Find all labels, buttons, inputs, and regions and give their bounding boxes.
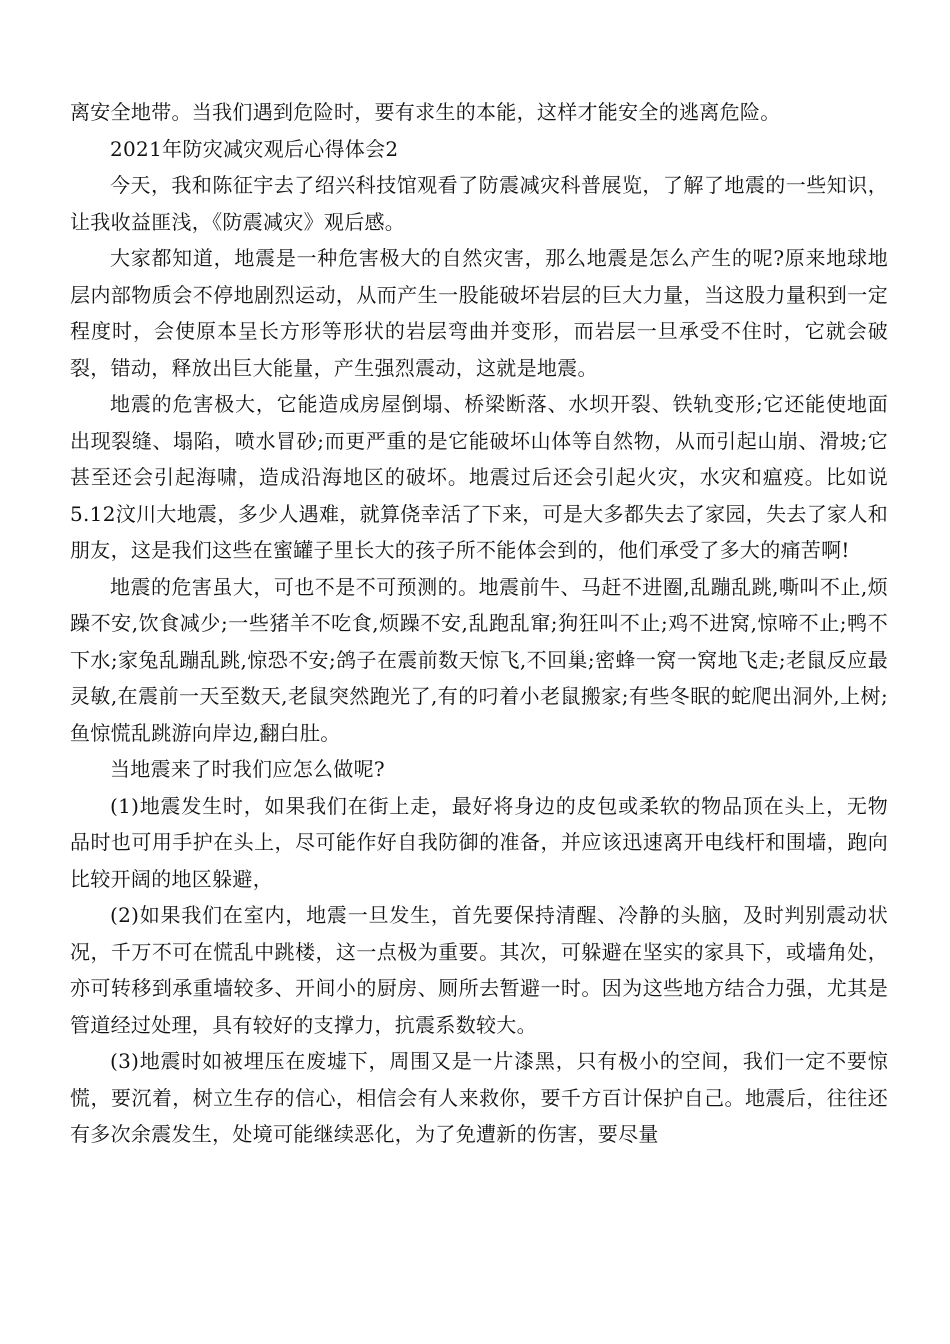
paragraph: 当地震来了时我们应怎么做呢? (110, 757, 385, 781)
paragraph: (1)地震发生时，如果我们在街上走，最好将身边的皮包或柔软的物品顶在头上，无物品时也可用手护在头上，尽可能作好自我防御的准备，并应该迅速离开电线杆和围墙，跑向比较开阔的地区躲避， (70, 793, 888, 891)
section-heading: 2021年防灾减灾观后心得体会2 (110, 136, 399, 161)
paragraph: 地震的危害虽大，可也不是不可预测的。地震前牛、马赶不进圈,乱蹦乱跳,嘶叫不止,烦躁不安,饮食减少;一些猪羊不吃食,烦躁不安,乱跑乱窜;狗狂叫不止;鸡不进窝,惊啼不止;鸭不下水;家兔乱蹦乱跳,惊恐不安;鸽子在震前数天惊飞,不回巢;密蜂一窝一窝地飞走;老鼠反应最灵敏,在震前一天至数天,老鼠突然跑光了,有的叼着小老鼠搬家;有些冬眠的蛇爬出洞外,上树;鱼惊慌乱跳游向岸边,翻白肚。 (70, 574, 888, 745)
paragraph: 离安全地带。当我们遇到危险时，要有求生的本能，这样才能安全的逃离危险。 (70, 100, 781, 124)
paragraph: 大家都知道，地震是一种危害极大的自然灾害，那么地震是怎么产生的呢?原来地球地层内部物质会不停地剧烈运动，从而产生一股能破坏岩层的巨大力量，当这股力量积到一定程度时，会使原本呈长方形等形状的岩层弯曲并变形，而岩层一旦承受不住时，它就会破裂，错动，释放出巨大能量，产生强烈震动，这就是地震。 (70, 246, 888, 380)
document-page (70, 94, 888, 1153)
paragraph: 地震的危害极大，它能造成房屋倒塌、桥梁断落、水坝开裂、铁轨变形;它还能使地面出现裂缝、塌陷，喷水冒砂;而更严重的是它能破坏山体等自然物，从而引起山崩、滑坡;它甚至还会引起海啸，造成沿海地区的破坏。地震过后还会引起火灾，水灾和瘟疫。比如说5.12汶川大地震，多少人遇难，就算侥幸活了下来，可是大多都失去了家园，失去了家人和朋友，这是我们这些在蜜罐子里长大的孩子所不能体会到的，他们承受了多大的痛苦啊! (70, 392, 888, 562)
paragraph: (2)如果我们在室内，地震一旦发生，首先要保持清醒、冷静的头脑，及时判别震动状况，千万不可在慌乱中跳楼，这一点极为重要。其次，可躲避在坚实的家具下，或墙角处，亦可转移到承重墙较多、开间小的厨房、厕所去暂避一时。因为这些地方结合力强，尤其是管道经过处理，具有较好的支撑力，抗震系数较大。 (70, 903, 888, 1037)
paragraph: (3)地震时如被埋压在废墟下，周围又是一片漆黑，只有极小的空间，我们一定不要惊慌，要沉着，树立生存的信心，相信会有人来救你，要千方百计保护自己。地震后，往往还有多次余震发生，处境可能继续恶化，为了免遭新的伤害，要尽量 (70, 1049, 888, 1146)
paragraph: 今天，我和陈征宇去了绍兴科技馆观看了防震减灾科普展览，了解了地震的一些知识，让我收益匪浅，《防震减灾》观后感。 (70, 173, 888, 234)
